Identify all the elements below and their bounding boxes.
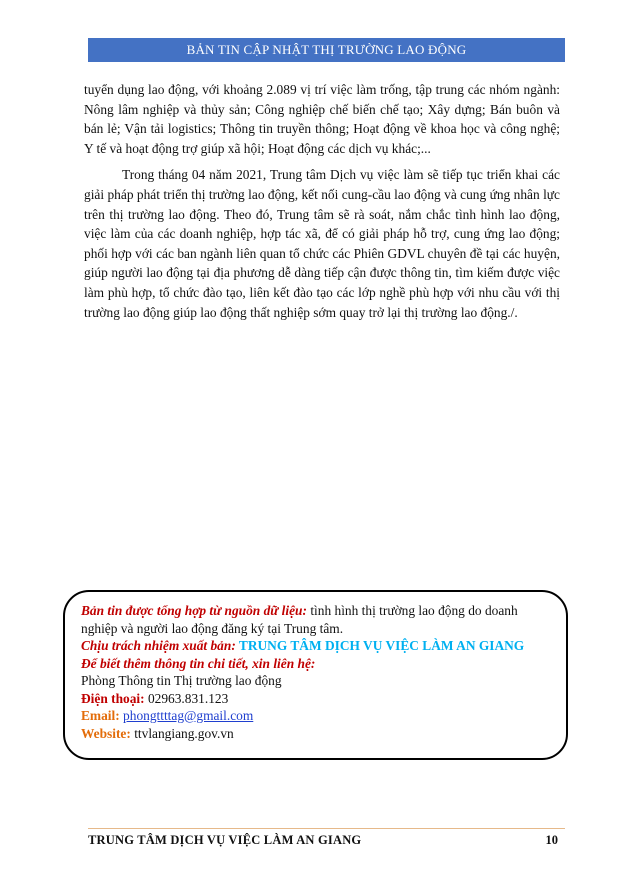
publisher-line — [81, 637, 552, 655]
email-link[interactable]: phongttttag@gmail.com — [123, 708, 254, 723]
paragraph-1: tuyển dụng lao động, với khoảng 2.089 vị trí việc làm trống, tập trung các nhóm ngành: Nông lâm nghiệp và thủy sản; Công nghiệp chế biến chế tạo; Xây dựng; Bán buôn và bán lẻ; Vận tải logistics; Thông tin truyền thông; Hoạt động về khoa học và công nghệ; Y tế và hoạt động trợ giúp xã hội; Hoạt động các dịch vụ khác;... — [84, 82, 560, 156]
contact-info-box — [63, 590, 568, 760]
website-label: Website: — [81, 725, 131, 741]
footer-divider — [88, 828, 565, 829]
publisher-label: Chịu trách nhiệm xuất bản: — [81, 638, 236, 653]
department-name: Phòng Thông tin Thị trường lao động — [81, 673, 282, 688]
phone-label: Điện thoại: — [81, 690, 145, 706]
page-number: 10 — [545, 833, 558, 847]
website-line — [81, 725, 552, 743]
header-title-bar: BẢN TIN CẬP NHẬT THỊ TRƯỜNG LAO ĐỘNG — [88, 38, 565, 62]
contact-heading: Để biết thêm thông tin chi tiết, xin liên hệ: — [81, 655, 316, 671]
article-body — [84, 80, 560, 322]
phone-value: 02963.831.123 — [144, 690, 229, 706]
source-line — [81, 602, 552, 637]
paragraph-2: Trong tháng 04 năm 2021, Trung tâm Dịch vụ việc làm sẽ tiếp tục triển khai các giải pháp phát triển thị trường lao động, kết nối cung-cầu lao động và cung ứng nhân lực trên thị trường lao động. Theo đó, Trung tâm sẽ rà soát, nắm chắc tình hình lao động, việc làm của các doanh nghiệp, hợp tác xã, để có giải pháp hỗ trợ, cung ứng lao động; phối hợp với các ban ngành liên quan tổ chức các Phiên GDVL chuyên đề tại các huyện, giúp người lao động tại địa phương dễ dàng tiếp cận được thông tin, tìm kiếm được việc làm phù hợp, tổ chức đào tạo, liên kết đào tạo các lớp nghề phù hợp với nhu cầu với thị trường lao động giúp lao động thất nghiệp sớm quay trở lại thị trường lao động./. — [84, 167, 560, 320]
email-label: Email: — [81, 708, 120, 723]
website-value: ttvlangiang.gov.vn — [130, 725, 234, 741]
footer-org-name: TRUNG TÂM DỊCH VỤ VIỆC LÀM AN GIANG — [88, 833, 362, 847]
email-line — [81, 707, 552, 725]
source-label: Bản tin được tổng hợp từ nguồn dữ liệu: — [81, 603, 307, 618]
phone-line — [81, 690, 552, 708]
source-text: tình hình thị trường lao động do doanh nghiệp và người lao động đăng ký tại Trung tâm. — [81, 603, 518, 636]
publisher-name: TRUNG TÂM DỊCH VỤ VIỆC LÀM AN GIANG — [235, 638, 525, 653]
